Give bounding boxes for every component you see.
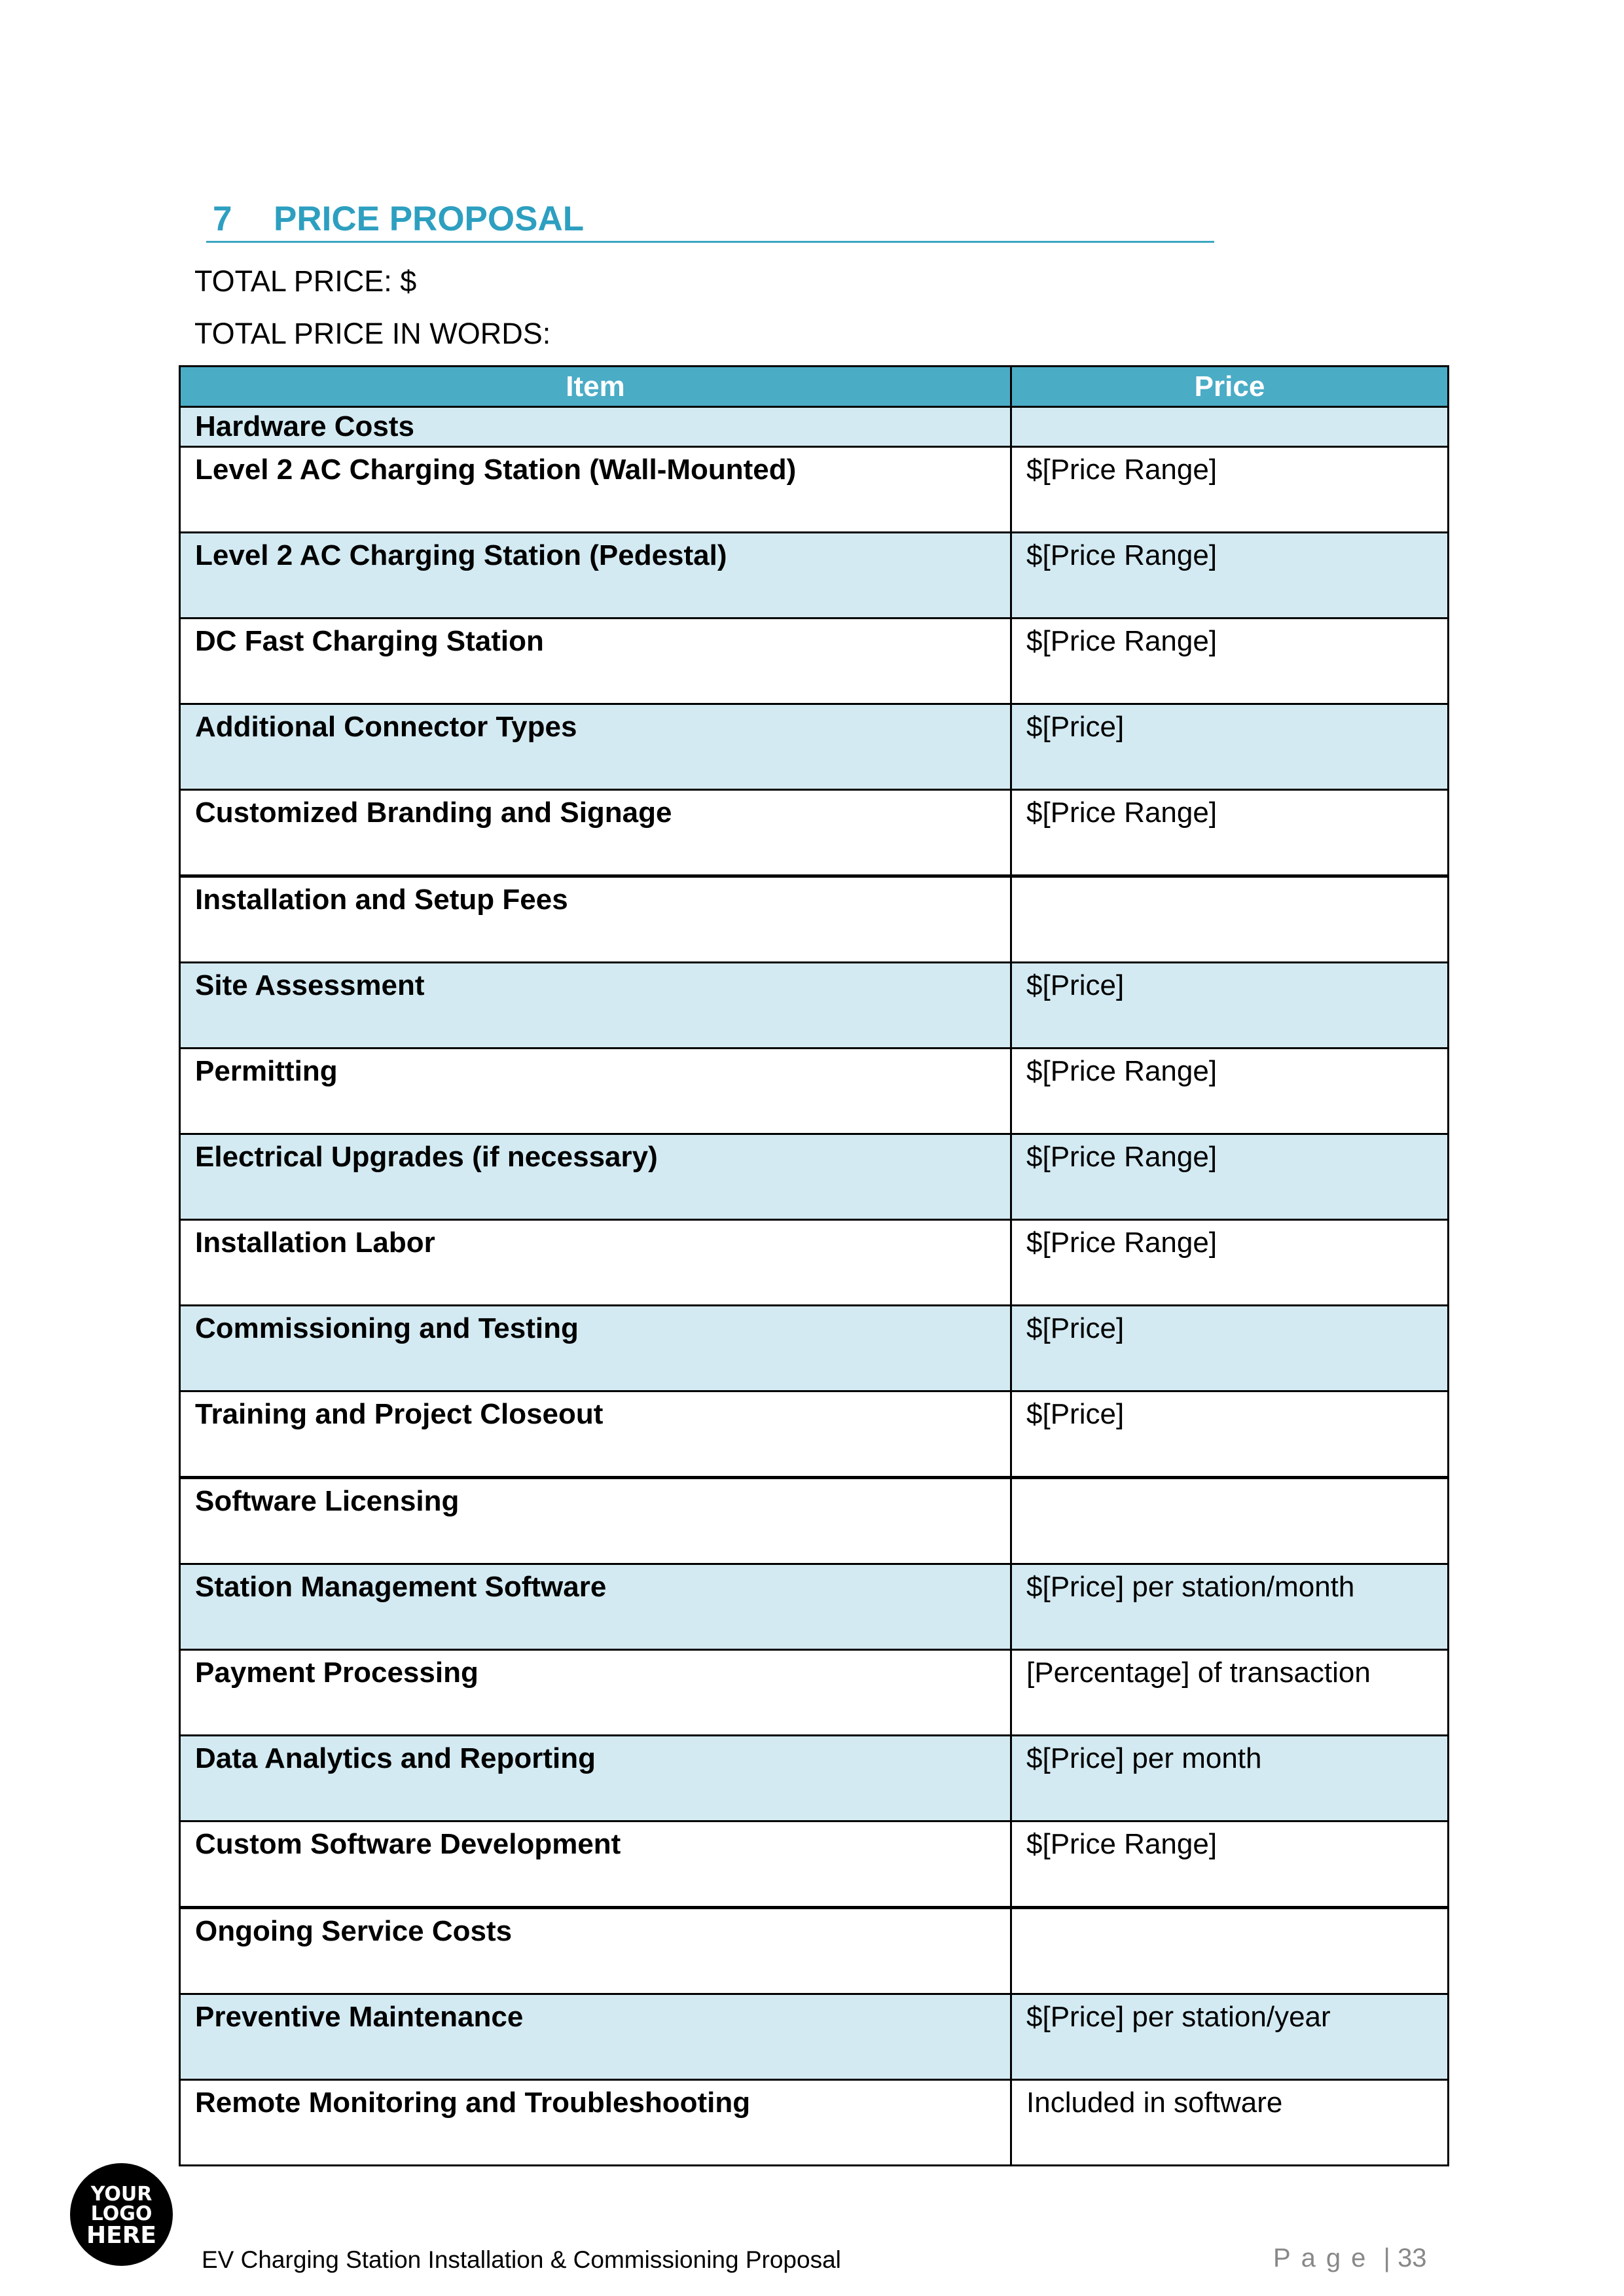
price-cell: $[Price Range] bbox=[1011, 533, 1449, 619]
table-row bbox=[180, 2080, 1449, 2166]
price-cell bbox=[1011, 1478, 1449, 1564]
item-cell: Data Analytics and Reporting bbox=[180, 1736, 1011, 1821]
table-row bbox=[180, 1306, 1449, 1391]
price-table bbox=[179, 365, 1449, 2166]
table-row bbox=[180, 1220, 1449, 1306]
price-cell: $[Price] per month bbox=[1011, 1736, 1449, 1821]
price-cell: $[Price Range] bbox=[1011, 1220, 1449, 1306]
item-cell: Training and Project Closeout bbox=[180, 1391, 1011, 1478]
item-cell: Electrical Upgrades (if necessary) bbox=[180, 1134, 1011, 1220]
logo-line-3: HERE bbox=[86, 2222, 157, 2249]
price-cell: $[Price] bbox=[1011, 1306, 1449, 1391]
item-cell: Installation Labor bbox=[180, 1220, 1011, 1306]
header-price: Price bbox=[1011, 367, 1449, 407]
item-cell: DC Fast Charging Station bbox=[180, 619, 1011, 704]
table-row bbox=[180, 1821, 1449, 1908]
table-header-row bbox=[180, 367, 1449, 407]
item-cell: Remote Monitoring and Troubleshooting bbox=[180, 2080, 1011, 2166]
price-cell: Included in software bbox=[1011, 2080, 1449, 2166]
price-cell: $[Price] bbox=[1011, 963, 1449, 1049]
table-row bbox=[180, 533, 1449, 619]
item-cell: Station Management Software bbox=[180, 1564, 1011, 1650]
price-cell: $[Price Range] bbox=[1011, 1049, 1449, 1134]
page-number: 33 bbox=[1398, 2244, 1427, 2272]
table-row bbox=[180, 1564, 1449, 1650]
price-cell bbox=[1011, 407, 1449, 447]
item-cell: Ongoing Service Costs bbox=[180, 1908, 1011, 1994]
section-number: 7 bbox=[213, 200, 232, 238]
table-row bbox=[180, 1134, 1449, 1220]
total-price-label: TOTAL PRICE: $ bbox=[194, 264, 417, 298]
footer-page-number bbox=[1273, 2242, 1427, 2274]
company-logo bbox=[70, 2163, 173, 2266]
price-cell: $[Price Range] bbox=[1011, 1821, 1449, 1908]
price-cell: $[Price Range] bbox=[1011, 1134, 1449, 1220]
price-cell: $[Price] per station/year bbox=[1011, 1994, 1449, 2080]
item-cell: Hardware Costs bbox=[180, 407, 1011, 447]
table-row bbox=[180, 1391, 1449, 1478]
item-cell: Additional Connector Types bbox=[180, 704, 1011, 790]
total-price-words-label: TOTAL PRICE IN WORDS: bbox=[194, 317, 551, 350]
table-row bbox=[180, 1736, 1449, 1821]
item-cell: Site Assessment bbox=[180, 963, 1011, 1049]
item-cell: Permitting bbox=[180, 1049, 1011, 1134]
section-title: PRICE PROPOSAL bbox=[274, 200, 585, 238]
item-cell: Commissioning and Testing bbox=[180, 1306, 1011, 1391]
item-cell: Customized Branding and Signage bbox=[180, 790, 1011, 876]
item-cell: Preventive Maintenance bbox=[180, 1994, 1011, 2080]
price-cell: $[Price] per station/month bbox=[1011, 1564, 1449, 1650]
table-row bbox=[180, 407, 1449, 447]
footer-separator: | bbox=[1383, 2244, 1390, 2272]
item-cell: Level 2 AC Charging Station (Wall-Mounted) bbox=[180, 447, 1011, 533]
section-heading bbox=[206, 198, 1214, 243]
table-row bbox=[180, 1049, 1449, 1134]
table-row bbox=[180, 619, 1449, 704]
item-cell: Custom Software Development bbox=[180, 1821, 1011, 1908]
table-row bbox=[180, 447, 1449, 533]
price-cell bbox=[1011, 1908, 1449, 1994]
price-cell: [Percentage] of transaction bbox=[1011, 1650, 1449, 1736]
logo-line-2: LOGO bbox=[90, 2202, 153, 2225]
price-cell: $[Price Range] bbox=[1011, 447, 1449, 533]
table-row bbox=[180, 1994, 1449, 2080]
logo-line-1: YOUR bbox=[90, 2183, 153, 2206]
price-cell: $[Price] bbox=[1011, 1391, 1449, 1478]
table-row bbox=[180, 1650, 1449, 1736]
table-row bbox=[180, 1908, 1449, 1994]
table-row bbox=[180, 876, 1449, 963]
price-cell: $[Price] bbox=[1011, 704, 1449, 790]
item-cell: Software Licensing bbox=[180, 1478, 1011, 1564]
item-cell: Installation and Setup Fees bbox=[180, 876, 1011, 963]
item-cell: Payment Processing bbox=[180, 1650, 1011, 1736]
table-row bbox=[180, 1478, 1449, 1564]
price-cell: $[Price Range] bbox=[1011, 790, 1449, 876]
price-cell: $[Price Range] bbox=[1011, 619, 1449, 704]
footer-page-word: Page bbox=[1273, 2244, 1377, 2272]
item-cell: Level 2 AC Charging Station (Pedestal) bbox=[180, 533, 1011, 619]
table-row bbox=[180, 963, 1449, 1049]
table-row bbox=[180, 704, 1449, 790]
price-cell bbox=[1011, 876, 1449, 963]
header-item: Item bbox=[180, 367, 1011, 407]
table-row bbox=[180, 790, 1449, 876]
footer-document-title: EV Charging Station Installation & Commissioning Proposal bbox=[202, 2246, 841, 2273]
